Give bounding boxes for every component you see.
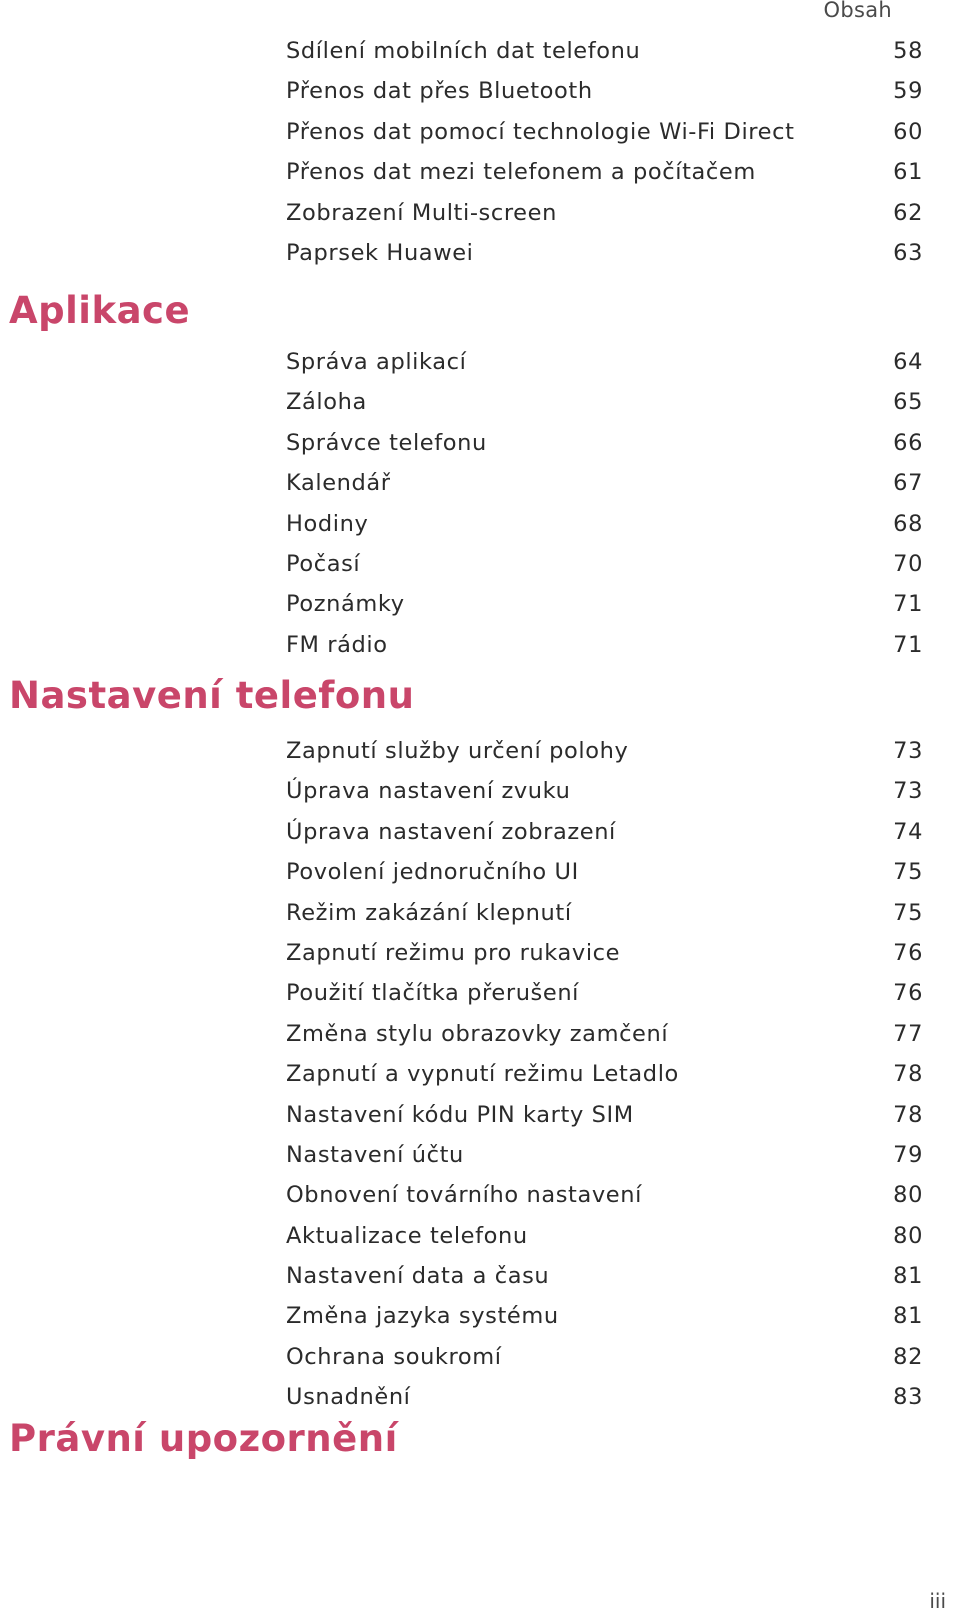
toc-entry[interactable] [286, 463, 923, 503]
toc-entry-label: Zapnutí režimu pro rukavice [286, 939, 621, 966]
toc-entry[interactable] [286, 112, 923, 152]
toc-entry-label: FM rádio [286, 631, 388, 658]
section-title-pravni-upozorneni[interactable]: Právní upozornění [9, 1417, 398, 1460]
toc-entry-page: 80 [893, 1182, 923, 1209]
toc-entry-page: 75 [893, 859, 923, 886]
toc-group-continued [286, 31, 923, 273]
toc-entry-label: Počasí [286, 550, 361, 577]
toc-entry[interactable] [286, 771, 923, 811]
toc-entry-page: 73 [893, 778, 923, 805]
toc-entry-page: 74 [893, 818, 923, 845]
toc-entry-page: 77 [893, 1020, 923, 1047]
toc-entry-page: 76 [893, 939, 923, 966]
toc-entry-page: 78 [893, 1061, 923, 1088]
toc-entry-label: Kalendář [286, 470, 391, 497]
toc-entry[interactable] [286, 625, 923, 665]
toc-entry[interactable] [286, 1014, 923, 1054]
toc-entry-label: Sdílení mobilních dat telefonu [286, 38, 641, 64]
toc-entry[interactable] [286, 812, 923, 852]
toc-entry[interactable] [286, 71, 923, 111]
page-number: iii [929, 1589, 946, 1613]
toc-entry[interactable] [286, 342, 923, 382]
toc-entry[interactable] [286, 1216, 923, 1256]
toc-entry[interactable] [286, 233, 923, 273]
toc-entry-page: 65 [893, 389, 923, 416]
toc-entry-page: 78 [893, 1101, 923, 1128]
toc-entry[interactable] [286, 1175, 923, 1215]
toc-entry-page: 59 [893, 78, 923, 105]
toc-entry-page: 63 [893, 239, 923, 266]
section-title-nastaveni-telefonu[interactable]: Nastavení telefonu [9, 674, 415, 717]
toc-entry[interactable] [286, 1095, 923, 1135]
toc-entry-label: Nastavení kódu PIN karty SIM [286, 1101, 634, 1128]
toc-entry[interactable] [286, 423, 923, 463]
toc-entry-label: Zapnutí služby určení polohy [286, 738, 629, 764]
toc-entry-label: Nastavení data a času [286, 1263, 550, 1290]
toc-entry-label: Správa aplikací [286, 349, 467, 375]
toc-entry-label: Aktualizace telefonu [286, 1222, 528, 1249]
toc-entry[interactable] [286, 852, 923, 892]
toc-entry-label: Změna jazyka systému [286, 1303, 559, 1330]
toc-entry[interactable] [286, 1337, 923, 1377]
toc-entry-page: 71 [893, 591, 923, 618]
toc-entry[interactable] [286, 893, 923, 933]
toc-entry-page: 76 [893, 980, 923, 1007]
toc-entry-page: 75 [893, 899, 923, 926]
toc-entry-label: Usnadnění [286, 1384, 411, 1411]
toc-entry-label: Přenos dat mezi telefonem a počítačem [286, 159, 756, 186]
toc-entry-page: 60 [893, 118, 923, 145]
toc-entry-label: Použití tlačítka přerušení [286, 980, 580, 1007]
toc-entry-label: Povolení jednoručního UI [286, 859, 579, 886]
toc-entry-label: Poznámky [286, 591, 405, 618]
toc-entry-label: Zapnutí a vypnutí režimu Letadlo [286, 1061, 679, 1088]
toc-entry-page: 80 [893, 1222, 923, 1249]
toc-entry[interactable] [286, 1296, 923, 1336]
toc-entry-page: 58 [893, 38, 923, 64]
toc-entry[interactable] [286, 31, 923, 71]
toc-entry[interactable] [286, 973, 923, 1013]
toc-entry[interactable] [286, 382, 923, 422]
toc-entry[interactable] [286, 1256, 923, 1296]
toc-entry-label: Hodiny [286, 510, 369, 537]
toc-entry-label: Zobrazení Multi-screen [286, 199, 557, 226]
toc-entry-page: 73 [893, 738, 923, 764]
toc-entry-page: 71 [893, 631, 923, 658]
toc-entry[interactable] [286, 731, 923, 771]
toc-entry-label: Nastavení účtu [286, 1141, 464, 1168]
toc-entry-label: Režim zakázání klepnutí [286, 899, 572, 926]
toc-entry[interactable] [286, 584, 923, 624]
toc-entry[interactable] [286, 1377, 923, 1417]
toc-entry-label: Úprava nastavení zobrazení [286, 818, 616, 845]
toc-entry-page: 81 [893, 1303, 923, 1330]
section-title-aplikace[interactable]: Aplikace [9, 289, 191, 332]
toc-entry-page: 82 [893, 1343, 923, 1370]
toc-entry[interactable] [286, 1135, 923, 1175]
toc-entry-label: Obnovení továrního nastavení [286, 1182, 642, 1209]
toc-entry-page: 61 [893, 159, 923, 186]
toc-group-nastaveni-telefonu [286, 731, 923, 1418]
toc-entry[interactable] [286, 504, 923, 544]
toc-entry-page: 66 [893, 429, 923, 456]
toc-entry[interactable] [286, 152, 923, 192]
toc-entry-label: Paprsek Huawei [286, 239, 474, 266]
toc-entry-label: Přenos dat přes Bluetooth [286, 78, 593, 105]
toc-entry-label: Úprava nastavení zvuku [286, 778, 571, 805]
toc-entry-label: Správce telefonu [286, 429, 487, 456]
toc-group-aplikace [286, 342, 923, 665]
toc-entry-page: 68 [893, 510, 923, 537]
toc-entry-page: 79 [893, 1141, 923, 1168]
toc-entry-page: 64 [893, 349, 923, 375]
toc-entry-page: 81 [893, 1263, 923, 1290]
toc-entry-label: Změna stylu obrazovky zamčení [286, 1020, 669, 1047]
toc-entry[interactable] [286, 193, 923, 233]
toc-entry-page: 67 [893, 470, 923, 497]
toc-entry-label: Přenos dat pomocí technologie Wi-Fi Direct [286, 118, 795, 145]
toc-entry-label: Záloha [286, 389, 367, 416]
toc-entry[interactable] [286, 1054, 923, 1094]
toc-entry-label: Ochrana soukromí [286, 1343, 502, 1370]
toc-entry-page: 83 [893, 1384, 923, 1411]
toc-entry-page: 62 [893, 199, 923, 226]
toc-entry[interactable] [286, 933, 923, 973]
toc-entry[interactable] [286, 544, 923, 584]
page-header: Obsah [823, 0, 892, 22]
toc-entry-page: 70 [893, 550, 923, 577]
